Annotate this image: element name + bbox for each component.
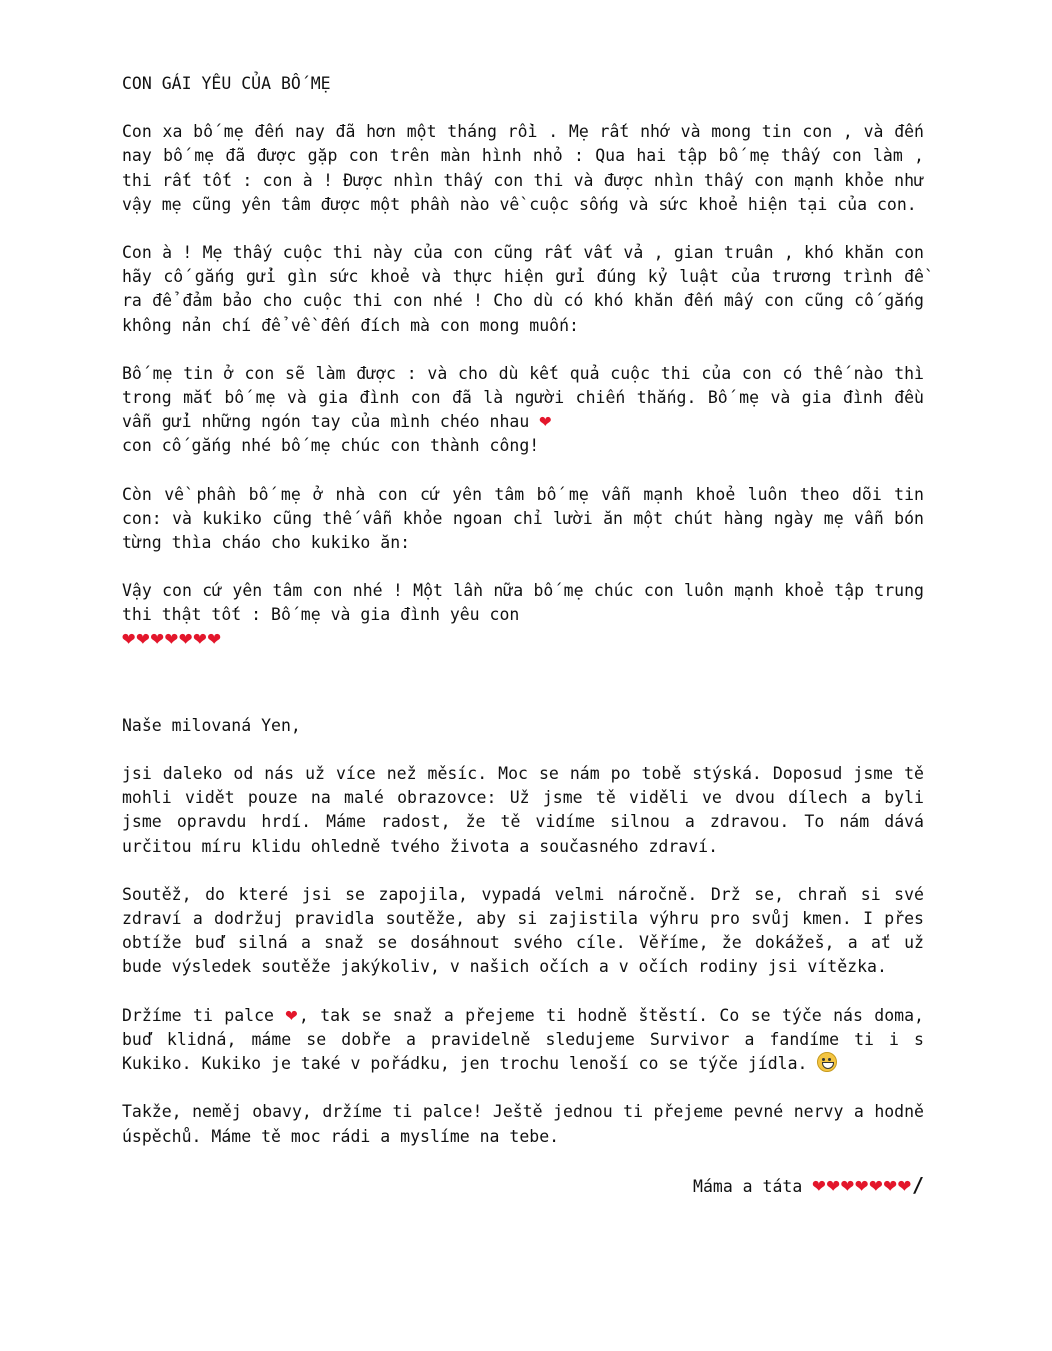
hearts-row-icon: ❤❤❤❤❤❤❤	[122, 625, 222, 651]
heart-icon: ❤	[539, 408, 552, 433]
vietnamese-paragraph-3-text: Bố mẹ tin ở con sẽ làm được : và cho dù kết quả cuộc thi của con có thế nào thì trong mắt bố mẹ và gia đình con đã là người chiến thắng. Bố mẹ và gia đình đều vẫn gửi những ngón tay của mình chéo nhau	[122, 363, 924, 432]
vietnamese-paragraph-3-closing: con cố gắng nhé bố mẹ chúc con thành công!	[122, 436, 540, 456]
czech-paragraph-4: Takže, neměj obavy, držíme ti palce! Ještě jednou ti přejeme pevné nervy a hodně úspěchů. Máme tě moc rádi a myslíme na tebe.	[122, 1102, 924, 1146]
signature-text: Máma a táta	[693, 1176, 803, 1196]
czech-paragraph-3	[122, 1001, 924, 1077]
signature-mark: /	[911, 1172, 924, 1197]
grinning-sweat-smiley-icon	[817, 1052, 837, 1072]
signature-hearts-icon: ❤❤❤❤❤❤❤	[812, 1172, 912, 1198]
czech-paragraph-3-start: Držíme ti palce	[122, 1005, 274, 1025]
czech-paragraph-3-text: , tak se snaž a přejeme ti hodně štěstí. Co se týče nás doma, buď klidná, máme se dobře a pravidelně sledujeme Survivor a fandíme ti i s Kukiko. Kukiko je také v pořádku, jen trochu lenoší co se týče jídla.	[122, 1005, 924, 1074]
czech-paragraph-1: jsi daleko od nás už více než měsíc. Moc se nám po tobě stýská. Doposud jsme tě mohli vidět pouze na malé obrazovce: Už jsme tě viděli ve dvou dílech a byli jsme opravdu hrdí. Máme radost, že tě vidíme silnou a zdravou. To nám dává určitou míru klidu ohledně tvého života a současného zdraví.	[122, 764, 924, 856]
vietnamese-paragraph-2: Con à ! Mẹ thấy cuộc thi này của con cũng rất vất vả , gian truân , khó khăn con hãy cố gắng gửi gìn sức khoẻ và thực hiện gửi đúng kỷ luật của trương trình đề ra để đảm bảo cho cuộc thi con nhé ! Cho dù có khó khăn đến mấy con cũng cố gắng không nản chí để về đến đích mà con mong muốn:	[122, 243, 924, 335]
signature	[122, 1173, 924, 1199]
heart-icon: ❤	[285, 1001, 299, 1026]
czech-greeting: Naše milovaná Yen,	[122, 715, 301, 735]
letter-document	[122, 72, 924, 1199]
vietnamese-paragraph-4: Còn về phần bố mẹ ở nhà con cứ yên tâm bố mẹ vẫn mạnh khoẻ luôn theo dõi tin con: và kukiko cũng thế vẫn khỏe ngoan chỉ lười ăn một chút hàng ngày mẹ vẫn bón từng thìa cháo cho kukiko ăn:	[122, 484, 924, 553]
czech-paragraph-2: Soutěž, do které jsi se zapojila, vypadá velmi náročně. Drž se, chraň si své zdraví a dodržuj pravidla soutěže, aby si zajistila výhru pro svůj kmen. I přes obtíže buď silná a snaž se dosáhnout svého cíle. Věříme, že dokážeš, a ať už bude výsledek soutěže jakýkoliv, v našich očích a v očích rodiny jsi vítězka.	[122, 884, 924, 977]
vietnamese-paragraph-5-text: Vậy con cứ yên tâm con nhé ! Một lần nữa bố mẹ chúc con luôn mạnh khoẻ tập trung thi thật tốt : Bố mẹ và gia đình yêu con	[122, 581, 924, 625]
vietnamese-paragraph-3	[122, 362, 924, 459]
vietnamese-paragraph-5	[122, 579, 924, 652]
letter-title: CON GÁI YÊU CỦA BỐ MẸ	[122, 74, 331, 93]
vietnamese-paragraph-1: Con xa bố mẹ đến nay đã hơn một tháng rồi . Mẹ rất nhớ và mong tin con , và đến nay bố mẹ đã được gặp con trên màn hình nhỏ : Qua hai tập bố mẹ thấy con làm , thi rất tốt : con à ! Được nhìn thấy con thi và được nhìn thấy con mạnh khỏe như vậy mẹ cũng yên tâm được một phần nào về cuộc sống và sức khoẻ hiện tại của con.	[122, 122, 924, 214]
